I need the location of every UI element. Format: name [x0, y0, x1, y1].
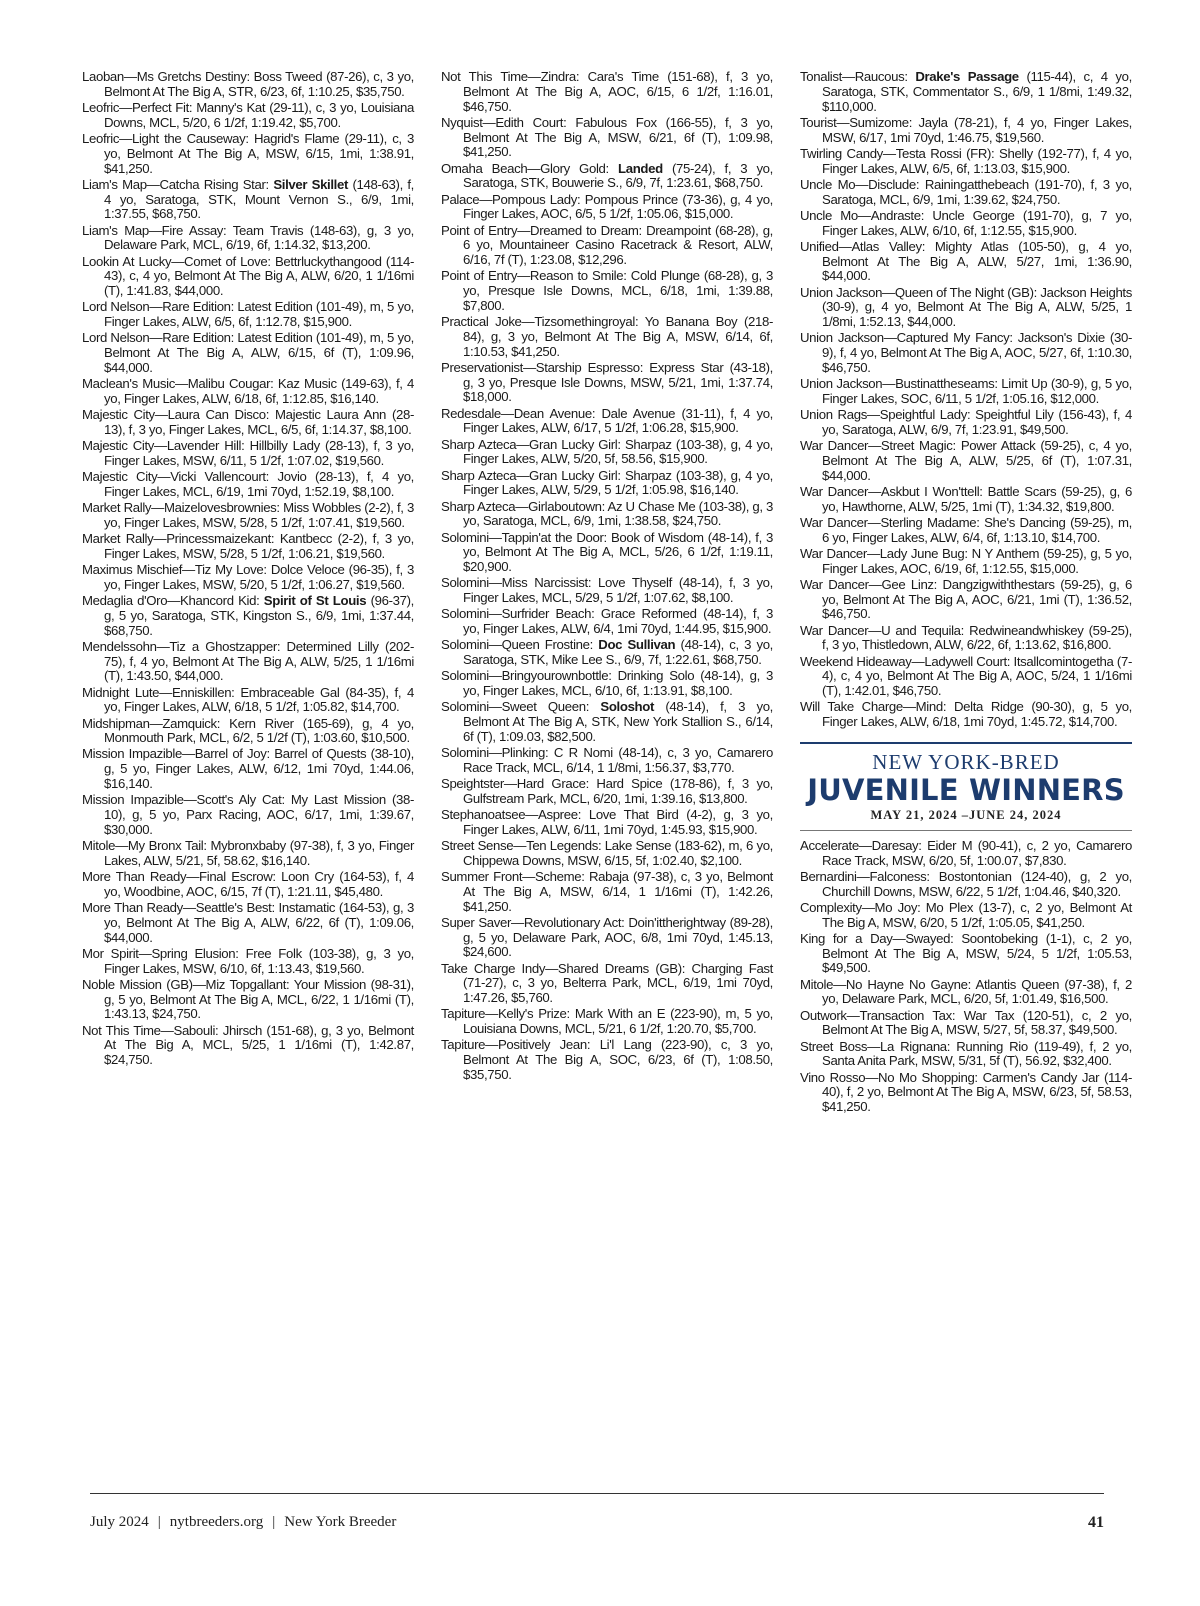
result-entry: [800, 70, 1132, 114]
entry-text: Medaglia d'Oro—Khancord Kid:: [82, 592, 264, 608]
result-entry: [82, 686, 414, 716]
entry-text: (48-14), f, 3 yo, Belmont At The Big A, STK, New York Stallion S., 6/14, 6f (T), 1:09.03, $82,500.: [463, 699, 773, 744]
result-entry: [800, 178, 1132, 208]
entry-text: More Than Ready—Final Escrow: Loon Cry (164-53), f, 4 yo, Woodbine, AOC, 6/15, 7f (T), 1:21.11, $45,480.: [82, 869, 414, 899]
entry-text: Practical Joke—Tizsomethingroyal: Yo Banana Boy (218-84), g, 3 yo, Belmont At The Big A, MSW, 6/14, 6f, 1:10.53, $41,250.: [441, 314, 773, 359]
entry-text: Twirling Candy—Testa Rossi (FR): Shelly (192-77), f, 4 yo, Finger Lakes, ALW, 6/5, 6f, 1:13.03, $15,900.: [800, 145, 1132, 176]
column-3: [800, 70, 1132, 1116]
result-entry: [800, 147, 1132, 177]
stakes-winner-name: Spirit of St Louis: [263, 592, 367, 608]
result-entry: [82, 717, 414, 747]
result-entry: [82, 563, 414, 593]
result-entry: [800, 209, 1132, 239]
result-entry: [441, 916, 773, 960]
result-entry: [82, 101, 414, 131]
result-entry: [82, 901, 414, 945]
result-entry: [800, 655, 1132, 699]
entry-text: Sharp Azteca—Gran Lucky Girl: Sharpaz (103-38), g, 4 yo, Finger Lakes, ALW, 5/29, 5 1/2f, 1:05.98, $16,140.: [441, 467, 773, 498]
entry-text: More Than Ready—Seattle's Best: Instamatic (164-53), g, 3 yo, Belmont At The Big A, ALW, 6/22, 6f (T), 1:09.06, $44,000.: [82, 900, 414, 945]
result-entry: [82, 747, 414, 791]
entry-text: Midshipman—Zamquick: Kern River (165-69), g, 4 yo, Monmouth Park, MCL, 6/2, 5 1/2f (T), 1:03.60, $10,500.: [82, 715, 414, 746]
footer-site: nytbreeders.org: [169, 1514, 264, 1530]
entry-text: Tourist—Sumizome: Jayla (78-21), f, 4 yo, Finger Lakes, MSW, 6/17, 1mi 70yd, 1:46.75, $19,560.: [800, 114, 1132, 145]
juvenile-kicker: NEW YORK-BRED: [872, 749, 1060, 774]
result-entry: [441, 315, 773, 359]
result-entry: [82, 331, 414, 375]
column-3-entries: [800, 70, 1132, 730]
result-entry: [82, 501, 414, 531]
result-entry: [800, 870, 1132, 900]
result-entry: [800, 1071, 1132, 1115]
entry-text: Super Saver—Revolutionary Act: Doin'ittherightway (89-28), g, 5 yo, Delaware Park, AOC, 6/8, 1mi 70yd, 1:45.13, $24,600.: [441, 914, 773, 960]
entry-text: Lord Nelson—Rare Edition: Latest Edition (101-49), m, 5 yo, Finger Lakes, ALW, 6/5, 6f, 1:12.78, $15,900.: [82, 299, 414, 330]
entry-text: Solomini—Queen Frostine:: [441, 637, 599, 653]
entry-text: Take Charge Indy—Shared Dreams (GB): Charging Fast (71-27), c, 3 yo, Belterra Park, MCL, 6/19, 1mi 70yd, 1:47.26, $5,760.: [441, 960, 773, 1006]
entry-text: Leofric—Perfect Fit: Manny's Kat (29-11), c, 3 yo, Louisiana Downs, MCL, 5/20, 6 1/2f, 1:19.42, $5,700.: [82, 99, 414, 130]
entry-text: Market Rally—Maizelovesbrownies: Miss Wobbles (2-2), f, 3 yo, Finger Lakes, MSW, 5/28, 5 1/2f, 1:07.41, $19,560.: [82, 500, 414, 530]
result-entry: [441, 962, 773, 1006]
entry-text: Redesdale—Dean Avenue: Dale Avenue (31-11), f, 4 yo, Finger Lakes, ALW, 6/17, 5 1/2f, 1:06.28, $15,900.: [441, 405, 773, 436]
result-entry: [82, 255, 414, 299]
footer-publication: New York Breeder: [284, 1514, 397, 1530]
entry-text: Mitole—No Hayne No Gayne: Atlantis Queen (97-38), f, 2 yo, Delaware Park, MCL, 6/20, 5f, 1:01.49, $16,500.: [800, 976, 1132, 1007]
entry-text: Preservationist—Starship Espresso: Express Star (43-18), g, 3 yo, Presque Isle Downs, MSW, 5/21, 1mi, 1:37.74, $18,000.: [441, 359, 773, 405]
entry-text: Union Rags—Speightful Lady: Speightful Lily (156-43), f, 4 yo, Saratoga, ALW, 6/9, 7f, 1:23.91, $49,500.: [800, 407, 1132, 437]
entry-text: Point of Entry—Dreamed to Dream: Dreampoint (68-28), g, 6 yo, Mountaineer Casino Racetrack & Resort, ALW, 6/16, 7f (T), 1:23.08, $12,296.: [441, 222, 773, 268]
entry-text: Speightster—Hard Grace: Hard Spice (178-86), f, 3 yo, Gulfstream Park, MCL, 6/20, 1mi, 1:39.16, $13,800.: [441, 776, 773, 806]
entry-text: Mendelssohn—Tiz a Ghostzapper: Determined Lilly (202-75), f, 4 yo, Belmont At The Big A, ALW, 5/25, 1 1/16mi (T), 1:43.50, $44,000.: [82, 638, 414, 684]
result-entry: [82, 839, 414, 869]
result-entry: [800, 116, 1132, 146]
result-entry: [800, 624, 1132, 654]
result-entry: [441, 808, 773, 838]
result-entry: [82, 224, 414, 254]
footer-separator: |: [157, 1514, 161, 1530]
result-entry: [441, 700, 773, 744]
column-1: [82, 70, 414, 1116]
entry-text: Solomini—Plinking: C R Nomi (48-14), c, 3 yo, Camarero Race Track, MCL, 6/14, 1 1/8mi, 1:56.37, $3,770.: [441, 745, 773, 775]
entry-text: Solomini—Sweet Queen:: [441, 699, 601, 715]
result-entry: [82, 870, 414, 900]
result-entry: [441, 500, 773, 530]
entry-text: Solomini—Tappin'at the Door: Book of Wisdom (48-14), f, 3 yo, Belmont At The Big A, MCL, 5/26, 6 1/2f, 1:19.11, $20,900.: [441, 529, 773, 575]
entry-text: (48-14), c, 3 yo, Saratoga, STK, Mike Lee S., 6/9, 7f, 1:22.61, $68,750.: [463, 637, 773, 668]
entry-text: Noble Mission (GB)—Miz Topgallant: Your Mission (98-31), g, 5 yo, Belmont At The Big A, MCL, 6/22, 1 1/16mi (T), 1:43.13, $24,750.: [82, 976, 414, 1022]
result-entry: [800, 286, 1132, 330]
result-entry: [441, 269, 773, 313]
entry-text: Not This Time—Sabouli: Jhirsch (151-68), g, 3 yo, Belmont At The Big A, MCL, 5/25, 1 1/16mi (T), 1:42.87, $24,750.: [82, 1022, 414, 1068]
entry-text: Sharp Azteca—Gran Lucky Girl: Sharpaz (103-38), g, 4 yo, Finger Lakes, ALW, 5/20, 5f, 58.56, $15,900.: [441, 436, 773, 467]
result-entry: [441, 469, 773, 499]
result-entry: [82, 439, 414, 469]
entry-text: Mission Impazible—Scott's Aly Cat: My Last Mission (38-10), g, 5 yo, Parx Racing, AOC, 6/17, 1mi, 1:39.67, $30,000.: [82, 792, 414, 837]
result-entry: [441, 70, 773, 114]
results-columns: [82, 70, 1132, 1116]
entry-text: King for a Day—Swayed: Soontobeking (1-1), c, 2 yo, Belmont At The Big A, MSW, 5/24, 5 1/2f, 1:05.53, $49,500.: [800, 930, 1132, 976]
entry-text: War Dancer—Askbut I Won'ttell: Battle Scars (59-25), g, 6 yo, Hawthorne, ALW, 5/25, 1mi (T), 1:34.32, $19,800.: [800, 483, 1132, 514]
entry-text: Complexity—Mo Joy: Mo Plex (13-7), c, 2 yo, Belmont At The Big A, MSW, 6/20, 5 1/2f, 1:05.05, $41,250.: [800, 899, 1132, 930]
result-entry: [800, 932, 1132, 976]
entry-text: Unified—Atlas Valley: Mighty Atlas (105-50), g, 4 yo, Belmont At The Big A, ALW, 5/27, 1mi, 1:36.90, $44,000.: [800, 238, 1132, 284]
entry-text: Solomini—Surfrider Beach: Grace Reformed (48-14), f, 3 yo, Finger Lakes, ALW, 6/4, 1mi 70yd, 1:44.95, $15,900.: [441, 606, 773, 637]
entry-text: Not This Time—Zindra: Cara's Time (151-68), f, 3 yo, Belmont At The Big A, AOC, 6/15, 6 1/2f, 1:16.01, $46,750.: [441, 69, 773, 114]
result-entry: [82, 978, 414, 1022]
entry-text: Vino Rosso—No Mo Shopping: Carmen's Candy Jar (114-40), f, 2 yo, Belmont At The Big A, MSW, 6/23, 5f, 58.53, $41,250.: [800, 1069, 1132, 1115]
stakes-winner-name: Soloshot: [600, 699, 655, 715]
result-entry: [82, 178, 414, 222]
result-entry: [441, 116, 773, 160]
juvenile-title: JUVENILE WINNERS: [807, 772, 1125, 807]
entry-text: War Dancer—Street Magic: Power Attack (59-25), c, 4 yo, Belmont At The Big A, ALW, 5/25, 6f (T), 1:07.31, $44,000.: [800, 438, 1132, 483]
result-entry: [441, 870, 773, 914]
result-entry: [441, 407, 773, 437]
footer-issue: July 2024: [90, 1514, 149, 1530]
result-entry: [82, 532, 414, 562]
entry-text: War Dancer—Lady June Bug: N Y Anthem (59-25), g, 5 yo, Finger Lakes, AOC, 6/19, 6f, 1:12.55, $15,000.: [800, 545, 1132, 576]
entry-text: Union Jackson—Captured My Fancy: Jackson's Dixie (30-9), f, 4 yo, Belmont At The Big A, AOC, 5/27, 6f, 1:10.30, $46,750.: [800, 330, 1132, 375]
entry-text: Solomini—Miss Narcissist: Love Thyself (48-14), f, 3 yo, Finger Lakes, MCL, 5/29, 5 1/2f, 1:07.62, $8,100.: [441, 575, 773, 606]
entry-text: Uncle Mo—Disclude: Rainingatthebeach (191-70), f, 3 yo, Saratoga, MCL, 6/9, 1mi, 1:39.62, $24,750.: [800, 176, 1132, 207]
result-entry: [441, 361, 773, 405]
stakes-winner-name: Doc Sullivan: [598, 637, 676, 653]
entry-text: (96-37), g, 5 yo, Saratoga, STK, Kingston S., 6/9, 1mi, 1:37.44, $68,750.: [104, 592, 414, 638]
entry-text: Accelerate—Daresay: Eider M (90-41), c, 2 yo, Camarero Race Track, MSW, 6/20, 5f, 1:00.07, $7,830.: [800, 837, 1132, 868]
result-entry: [82, 70, 414, 100]
result-entry: [441, 193, 773, 223]
entry-text: (75-24), f, 3 yo, Saratoga, STK, Bouwerie S., 6/9, 7f, 1:23.61, $68,750.: [463, 160, 773, 191]
result-entry: [82, 377, 414, 407]
entry-text: Tapiture—Kelly's Prize: Mark With an E (223-90), m, 5 yo, Louisiana Downs, MCL, 5/21, 6 1/2f, 1:20.70, $5,700.: [441, 1006, 773, 1037]
result-entry: [82, 947, 414, 977]
entry-text: Summer Front—Scheme: Rabaja (97-38), c, 3 yo, Belmont At The Big A, MSW, 6/14, 1 1/16mi (T), 1:42.26, $41,250.: [441, 869, 773, 914]
result-entry: [82, 300, 414, 330]
entry-text: War Dancer—Gee Linz: Dangzigwiththestars (59-25), g, 6 yo, Belmont At The Big A, AOC, 6/21, 1mi (T), 1:36.52, $46,750.: [800, 576, 1132, 622]
entry-text: (148-63), f, 4 yo, Saratoga, STK, Mount Vernon S., 6/9, 1mi, 1:37.55, $68,750.: [104, 176, 414, 222]
entry-text: Tonalist—Raucous:: [800, 69, 916, 84]
entry-text: Union Jackson—Queen of The Night (GB): Jackson Heights (30-9), g, 4 yo, Belmont At The Big A, ALW, 5/25, 1 1/8mi, 1:52.13, $44,000.: [800, 284, 1132, 330]
footer-credits: [90, 1514, 396, 1532]
result-entry: [441, 1038, 773, 1082]
entry-text: Street Boss—La Rignana: Running Rio (119-49), f, 2 yo, Santa Anita Park, MSW, 5/31, 5f (T), 56.92, $32,400.: [800, 1038, 1132, 1069]
result-entry: [441, 777, 773, 807]
stakes-winner-name: Silver Skillet: [273, 176, 349, 192]
entry-text: War Dancer—U and Tequila: Redwineandwhiskey (59-25), f, 3 yo, Thistledown, ALW, 6/22, 6f, 1:13.62, $16,800.: [800, 622, 1132, 653]
entry-text: Outwork—Transaction Tax: War Tax (120-51), c, 2 yo, Belmont At The Big A, MSW, 5/27, 5f, 58.37, $49,500.: [800, 1007, 1132, 1038]
result-entry: [800, 331, 1132, 375]
result-entry: [800, 377, 1132, 407]
entry-text: Maximus Mischief—Tiz My Love: Dolce Veloce (96-35), f, 3 yo, Finger Lakes, MSW, 5/20, 5 1/2f, 1:06.27, $19,560.: [82, 561, 414, 592]
column-2: [441, 70, 773, 1116]
result-entry: [441, 1007, 773, 1037]
page-footer: [90, 1493, 1104, 1532]
result-entry: [441, 162, 773, 192]
result-entry: [82, 470, 414, 500]
result-entry: [441, 438, 773, 468]
entry-text: Stephanoatsee—Aspree: Love That Bird (4-2), g, 3 yo, Finger Lakes, ALW, 6/11, 1mi 70yd, 1:45.93, $15,900.: [441, 807, 773, 837]
entry-text: Maclean's Music—Malibu Cougar: Kaz Music (149-63), f, 4 yo, Finger Lakes, ALW, 6/18, 6f, 1:12.85, $16,140.: [82, 376, 414, 406]
result-entry: [800, 700, 1132, 730]
result-entry: [441, 746, 773, 776]
result-entry: [800, 578, 1132, 622]
entry-text: Weekend Hideaway—Ladywell Court: Itsallcomintogetha (7-4), c, 4 yo, Belmont At The Big A, AOC, 5/24, 1 1/16mi (T), 1:42.01, $46,750.: [800, 653, 1132, 699]
entry-text: Majestic City—Laura Can Disco: Majestic Laura Ann (28-13), f, 3 yo, Finger Lakes, MCL, 6/5, 6f, 1:14.37, $8,100.: [82, 407, 414, 437]
entry-text: Uncle Mo—Andraste: Uncle George (191-70), g, 7 yo, Finger Lakes, ALW, 6/10, 6f, 1:12.55, $15,900.: [800, 207, 1132, 238]
result-entry: [441, 839, 773, 869]
entry-text: War Dancer—Sterling Madame: She's Dancing (59-25), m, 6 yo, Finger Lakes, ALW, 6/4, 6f, 1:13.10, $14,700.: [800, 514, 1132, 545]
result-entry: [82, 132, 414, 176]
result-entry: [800, 408, 1132, 438]
result-entry: [441, 607, 773, 637]
entry-text: Laoban—Ms Gretchs Destiny: Boss Tweed (87-26), c, 3 yo, Belmont At The Big A, STR, 6/23, 6f, 1:10.25, $35,750.: [82, 69, 414, 99]
juvenile-dates: MAY 21, 2024 –JUNE 24, 2024: [800, 806, 1132, 831]
result-entry: [800, 516, 1132, 546]
entry-text: Will Take Charge—Mind: Delta Ridge (90-30), g, 5 yo, Finger Lakes, ALW, 6/18, 1mi 70yd, 1:45.72, $14,700.: [800, 699, 1132, 730]
result-entry: [82, 594, 414, 638]
entry-text: Point of Entry—Reason to Smile: Cold Plunge (68-28), g, 3 yo, Presque Isle Downs, MCL, 6/18, 1mi, 1:39.88, $7,800.: [441, 268, 773, 313]
stakes-winner-name: Landed: [618, 160, 663, 176]
result-entry: [800, 439, 1132, 483]
entry-text: Majestic City—Vicki Vallencourt: Jovio (28-13), f, 4 yo, Finger Lakes, MCL, 6/19, 1mi 70yd, 1:52.19, $8,100.: [82, 469, 414, 499]
entry-text: Nyquist—Edith Court: Fabulous Fox (166-55), f, 3 yo, Belmont At The Big A, MSW, 6/21, 6f (T), 1:09.98, $41,250.: [441, 114, 773, 160]
entry-text: (115-44), c, 4 yo, Saratoga, STK, Commentator S., 6/9, 1 1/8mi, 1:49.32, $110,000.: [822, 69, 1132, 114]
entry-text: Mitole—My Bronx Tail: Mybronxbaby (97-38), f, 3 yo, Finger Lakes, ALW, 5/21, 5f, 58.62, $16,140.: [82, 838, 414, 868]
entry-text: Omaha Beach—Glory Gold:: [441, 160, 618, 176]
entry-text: Palace—Pompous Lady: Pompous Prince (73-36), g, 4 yo, Finger Lakes, AOC, 6/5, 5 1/2f, 1:05.06, $15,000.: [441, 191, 773, 222]
result-entry: [800, 1040, 1132, 1070]
result-entry: [441, 531, 773, 575]
result-entry: [82, 640, 414, 684]
result-entry: [800, 1009, 1132, 1039]
entry-text: Midnight Lute—Enniskillen: Embraceable Gal (84-35), f, 4 yo, Finger Lakes, ALW, 6/18, 5 1/2f, 1:05.82, $14,700.: [82, 684, 414, 715]
result-entry: [800, 485, 1132, 515]
stakes-winner-name: Drake's Passage: [915, 69, 1019, 84]
result-entry: [800, 839, 1132, 869]
entry-text: Market Rally—Princessmaizekant: Kantbecc (2-2), f, 3 yo, Finger Lakes, MSW, 5/28, 5 1/2f, 1:06.21, $19,560.: [82, 530, 414, 561]
entry-text: Tapiture—Positively Jean: Li'l Lang (223-90), c, 3 yo, Belmont At The Big A, SOC, 6/23, 6f (T), 1:08.50, $35,750.: [441, 1037, 773, 1082]
entry-text: Street Sense—Ten Legends: Lake Sense (183-62), m, 6 yo, Chippewa Downs, MSW, 6/15, 5f, 1:02.40, $2,100.: [441, 838, 773, 868]
result-entry: [800, 978, 1132, 1008]
result-entry: [800, 901, 1132, 931]
page-number: 41: [1088, 1514, 1104, 1531]
entry-text: Leofric—Light the Causeway: Hagrid's Flame (29-11), c, 3 yo, Belmont At The Big A, MSW, 6/15, 1mi, 1:38.91, $41,250.: [82, 130, 414, 176]
result-entry: [82, 408, 414, 438]
juvenile-winners-header: [800, 742, 1132, 831]
footer-separator: |: [272, 1514, 276, 1530]
result-entry: [82, 1024, 414, 1068]
entry-text: Union Jackson—Bustinattheseams: Limit Up (30-9), g, 5 yo, Finger Lakes, SOC, 6/11, 5 1/2f, 1:05.16, $12,000.: [800, 376, 1132, 406]
entry-text: Mor Spirit—Spring Elusion: Free Folk (103-38), g, 3 yo, Finger Lakes, MSW, 6/10, 6f, 1:13.43, $19,560.: [82, 945, 414, 976]
result-entry: [82, 793, 414, 837]
entry-text: Liam's Map—Fire Assay: Team Travis (148-63), g, 3 yo, Delaware Park, MCL, 6/19, 6f, 1:14.32, $13,200.: [82, 222, 414, 253]
result-entry: [800, 547, 1132, 577]
entry-text: Bernardini—Falconess: Bostontonian (124-40), g, 2 yo, Churchill Downs, MSW, 6/22, 5 1/2f, 1:04.46, $40,320.: [800, 868, 1132, 899]
result-entry: [441, 638, 773, 668]
entry-text: Lord Nelson—Rare Edition: Latest Edition (101-49), m, 5 yo, Belmont At The Big A, ALW, 6/15, 6f (T), 1:09.96, $44,000.: [82, 330, 414, 375]
entry-text: Liam's Map—Catcha Rising Star:: [82, 176, 274, 192]
entry-text: Sharp Azteca—Girlaboutown: Az U Chase Me (103-38), g, 3 yo, Saratoga, MCL, 6/9, 1mi, 1:38.58, $24,750.: [441, 498, 773, 529]
juvenile-entries: [800, 839, 1132, 1115]
result-entry: [800, 240, 1132, 284]
result-entry: [441, 576, 773, 606]
entry-text: Mission Impazible—Barrel of Joy: Barrel of Quests (38-10), g, 5 yo, Finger Lakes, ALW, 6/12, 1mi 70yd, 1:44.06, $16,140.: [82, 746, 414, 792]
entry-text: Solomini—Bringyourownbottle: Drinking Solo (48-14), g, 3 yo, Finger Lakes, MCL, 6/10, 6f, 1:13.91, $8,100.: [441, 668, 773, 699]
result-entry: [441, 224, 773, 268]
entry-text: Majestic City—Lavender Hill: Hillbilly Lady (28-13), f, 3 yo, Finger Lakes, MSW, 6/11, 5 1/2f, 1:07.02, $19,560.: [82, 438, 414, 468]
entry-text: Lookin At Lucky—Comet of Love: Bettrluckythangood (114-43), c, 4 yo, Belmont At The Big A, ALW, 6/20, 1 1/16mi (T), 1:41.83, $44,000.: [82, 253, 414, 299]
result-entry: [441, 669, 773, 699]
